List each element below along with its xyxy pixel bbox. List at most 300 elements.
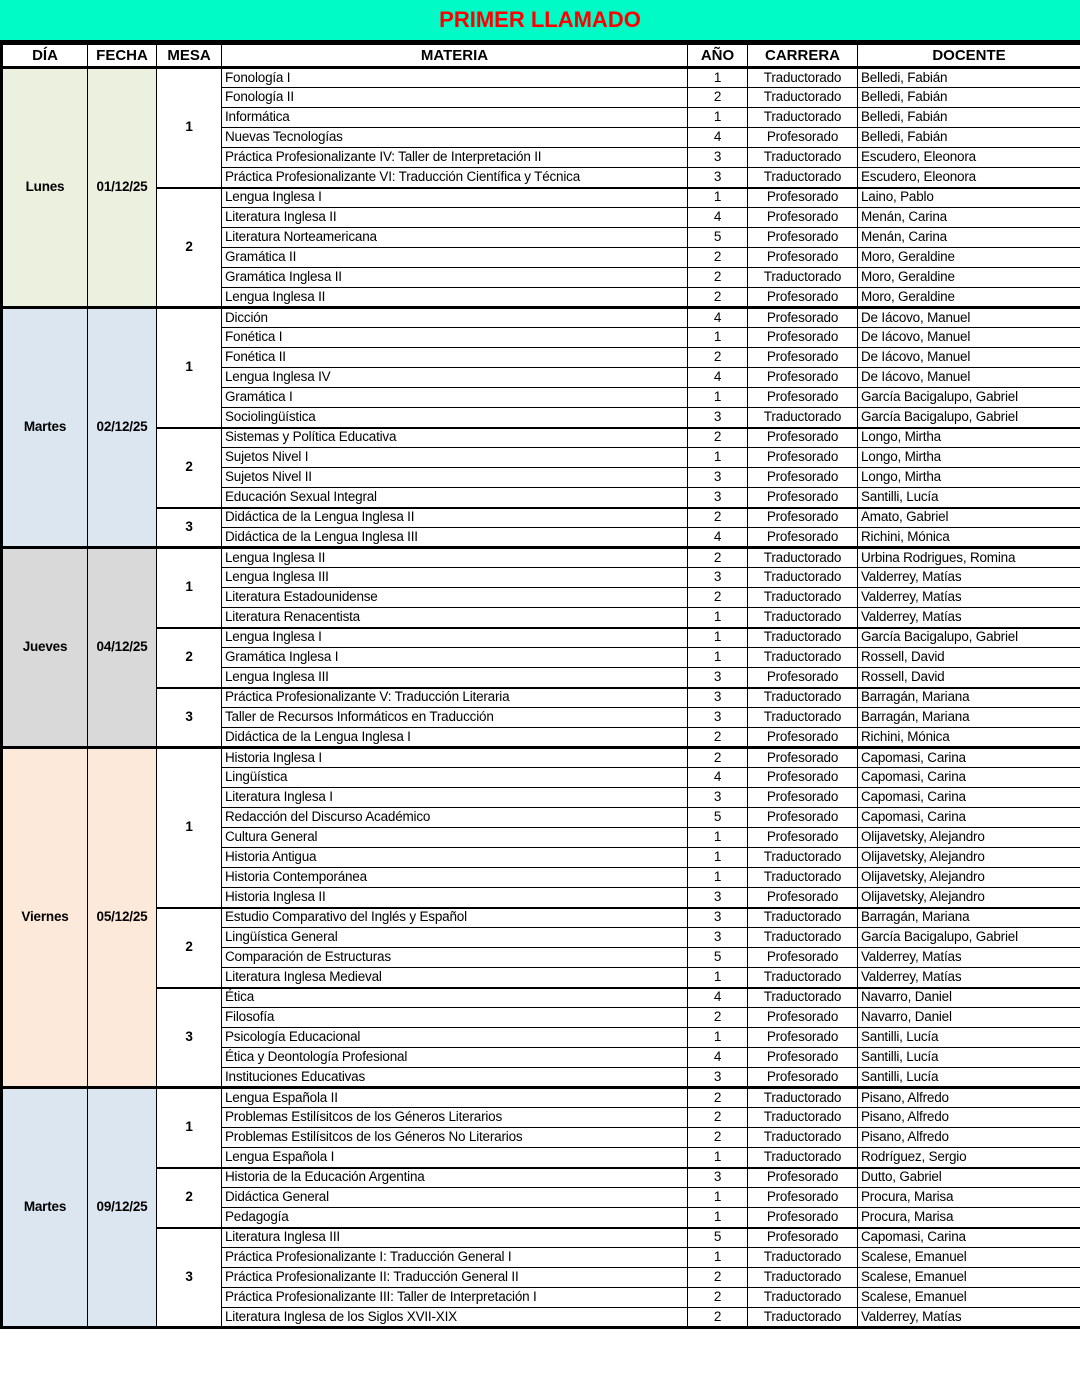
- table-row: [2, 688, 1080, 708]
- docente-cell: Scalese, Emanuel: [858, 1248, 1080, 1268]
- docente-cell: Belledi, Fabián: [858, 108, 1080, 128]
- year-cell: 2: [688, 348, 748, 368]
- materia-cell: Sistemas y Política Educativa: [222, 428, 688, 448]
- carrera-cell: Traductorado: [748, 1288, 858, 1308]
- table-row: [2, 748, 1080, 768]
- year-cell: 3: [688, 928, 748, 948]
- date-cell: 05/12/25: [88, 748, 157, 1088]
- docente-cell: Belledi, Fabián: [858, 128, 1080, 148]
- docente-cell: Procura, Marisa: [858, 1188, 1080, 1208]
- materia-cell: Práctica Profesionalizante III: Taller de Interpretación I: [222, 1288, 688, 1308]
- docente-cell: Longo, Mirtha: [858, 468, 1080, 488]
- materia-cell: Instituciones Educativas: [222, 1068, 688, 1088]
- year-cell: 4: [688, 768, 748, 788]
- date-cell: 09/12/25: [88, 1088, 157, 1328]
- table-row: [2, 988, 1080, 1008]
- docente-cell: Laino, Pablo: [858, 188, 1080, 208]
- schedule-body: [2, 68, 1080, 1328]
- docente-cell: García Bacigalupo, Gabriel: [858, 408, 1080, 428]
- materia-cell: Lingüística: [222, 768, 688, 788]
- year-cell: 2: [688, 1128, 748, 1148]
- carrera-cell: Traductorado: [748, 548, 858, 568]
- year-cell: 3: [688, 668, 748, 688]
- carrera-cell: Traductorado: [748, 968, 858, 988]
- year-cell: 4: [688, 1048, 748, 1068]
- carrera-cell: Traductorado: [748, 688, 858, 708]
- materia-cell: Lingüística General: [222, 928, 688, 948]
- carrera-cell: Profesorado: [748, 248, 858, 268]
- materia-cell: Problemas Estilísitcos de los Géneros No Literarios: [222, 1128, 688, 1148]
- carrera-cell: Profesorado: [748, 948, 858, 968]
- materia-cell: Gramática Inglesa II: [222, 268, 688, 288]
- docente-cell: Scalese, Emanuel: [858, 1268, 1080, 1288]
- year-cell: 4: [688, 308, 748, 328]
- year-cell: 1: [688, 68, 748, 88]
- year-cell: 1: [688, 848, 748, 868]
- day-cell: Martes: [2, 308, 88, 548]
- carrera-cell: Traductorado: [748, 868, 858, 888]
- materia-cell: Literatura Inglesa de los Siglos XVII-XIX: [222, 1308, 688, 1328]
- year-cell: 4: [688, 988, 748, 1008]
- docente-cell: Capomasi, Carina: [858, 788, 1080, 808]
- carrera-cell: Profesorado: [748, 748, 858, 768]
- docente-cell: Santilli, Lucía: [858, 1068, 1080, 1088]
- year-cell: 4: [688, 128, 748, 148]
- carrera-cell: Profesorado: [748, 768, 858, 788]
- carrera-cell: Traductorado: [748, 708, 858, 728]
- mesa-cell: 2: [157, 188, 222, 308]
- docente-cell: Dutto, Gabriel: [858, 1168, 1080, 1188]
- carrera-cell: Profesorado: [748, 1188, 858, 1208]
- materia-cell: Lengua Inglesa IV: [222, 368, 688, 388]
- materia-cell: Redacción del Discurso Académico: [222, 808, 688, 828]
- materia-cell: Filosofía: [222, 1008, 688, 1028]
- column-header-materia: MATERIA: [222, 44, 688, 68]
- materia-cell: Literatura Norteamericana: [222, 228, 688, 248]
- materia-cell: Lengua Española I: [222, 1148, 688, 1168]
- year-cell: 1: [688, 108, 748, 128]
- carrera-cell: Traductorado: [748, 908, 858, 928]
- carrera-cell: Profesorado: [748, 528, 858, 548]
- materia-cell: Práctica Profesionalizante IV: Taller de Interpretación II: [222, 148, 688, 168]
- carrera-cell: Profesorado: [748, 288, 858, 308]
- docente-cell: De Iácovo, Manuel: [858, 368, 1080, 388]
- materia-cell: Historia Inglesa II: [222, 888, 688, 908]
- table-row: [2, 1168, 1080, 1188]
- table-row: [2, 308, 1080, 328]
- carrera-cell: Traductorado: [748, 1148, 858, 1168]
- materia-cell: Práctica Profesionalizante VI: Traducción Científica y Técnica: [222, 168, 688, 188]
- docente-cell: Escudero, Eleonora: [858, 168, 1080, 188]
- year-cell: 4: [688, 528, 748, 548]
- carrera-cell: Profesorado: [748, 1048, 858, 1068]
- carrera-cell: Profesorado: [748, 448, 858, 468]
- materia-cell: Lengua Inglesa II: [222, 288, 688, 308]
- year-cell: 2: [688, 1288, 748, 1308]
- year-cell: 3: [688, 708, 748, 728]
- carrera-cell: Profesorado: [748, 1008, 858, 1028]
- carrera-cell: Profesorado: [748, 308, 858, 328]
- day-cell: Jueves: [2, 548, 88, 748]
- table-row: [2, 508, 1080, 528]
- materia-cell: Sujetos Nivel I: [222, 448, 688, 468]
- carrera-cell: Traductorado: [748, 1308, 858, 1328]
- materia-cell: Sujetos Nivel II: [222, 468, 688, 488]
- carrera-cell: Profesorado: [748, 1068, 858, 1088]
- year-cell: 3: [688, 908, 748, 928]
- table-row: [2, 428, 1080, 448]
- docente-cell: Pisano, Alfredo: [858, 1088, 1080, 1108]
- carrera-cell: Traductorado: [748, 848, 858, 868]
- year-cell: 3: [688, 488, 748, 508]
- docente-cell: Olijavetsky, Alejandro: [858, 868, 1080, 888]
- year-cell: 3: [688, 568, 748, 588]
- carrera-cell: Profesorado: [748, 188, 858, 208]
- docente-cell: Barragán, Mariana: [858, 708, 1080, 728]
- carrera-cell: Profesorado: [748, 1168, 858, 1188]
- year-cell: 1: [688, 448, 748, 468]
- materia-cell: Taller de Recursos Informáticos en Traducción: [222, 708, 688, 728]
- materia-cell: Pedagogía: [222, 1208, 688, 1228]
- docente-cell: Capomasi, Carina: [858, 768, 1080, 788]
- docente-cell: Santilli, Lucía: [858, 488, 1080, 508]
- docente-cell: Pisano, Alfredo: [858, 1108, 1080, 1128]
- table-row: [2, 1228, 1080, 1248]
- docente-cell: Navarro, Daniel: [858, 988, 1080, 1008]
- column-header-mesa: MESA: [157, 44, 222, 68]
- docente-cell: García Bacigalupo, Gabriel: [858, 928, 1080, 948]
- header-row: [2, 44, 1080, 68]
- carrera-cell: Profesorado: [748, 888, 858, 908]
- materia-cell: Ética: [222, 988, 688, 1008]
- materia-cell: Literatura Renacentista: [222, 608, 688, 628]
- docente-cell: De Iácovo, Manuel: [858, 328, 1080, 348]
- year-cell: 1: [688, 328, 748, 348]
- docente-cell: Longo, Mirtha: [858, 428, 1080, 448]
- column-header-fecha: FECHA: [88, 44, 157, 68]
- carrera-cell: Traductorado: [748, 68, 858, 88]
- materia-cell: Dicción: [222, 308, 688, 328]
- docente-cell: Valderrey, Matías: [858, 968, 1080, 988]
- materia-cell: Literatura Inglesa III: [222, 1228, 688, 1248]
- year-cell: 4: [688, 368, 748, 388]
- materia-cell: Lengua Española II: [222, 1088, 688, 1108]
- table-row: [2, 68, 1080, 88]
- year-cell: 3: [688, 148, 748, 168]
- carrera-cell: Traductorado: [748, 608, 858, 628]
- docente-cell: García Bacigalupo, Gabriel: [858, 388, 1080, 408]
- materia-cell: Lengua Inglesa III: [222, 668, 688, 688]
- materia-cell: Literatura Inglesa I: [222, 788, 688, 808]
- materia-cell: Lengua Inglesa I: [222, 188, 688, 208]
- materia-cell: Literatura Estadounidense: [222, 588, 688, 608]
- column-header-anio: AÑO: [688, 44, 748, 68]
- date-cell: 02/12/25: [88, 308, 157, 548]
- materia-cell: Literatura Inglesa II: [222, 208, 688, 228]
- carrera-cell: Profesorado: [748, 208, 858, 228]
- mesa-cell: 2: [157, 908, 222, 988]
- materia-cell: Estudio Comparativo del Inglés y Español: [222, 908, 688, 928]
- year-cell: 2: [688, 428, 748, 448]
- carrera-cell: Traductorado: [748, 928, 858, 948]
- mesa-cell: 1: [157, 548, 222, 628]
- materia-cell: Gramática I: [222, 388, 688, 408]
- docente-cell: Valderrey, Matías: [858, 948, 1080, 968]
- docente-cell: Longo, Mirtha: [858, 448, 1080, 468]
- materia-cell: Fonología II: [222, 88, 688, 108]
- year-cell: 3: [688, 1168, 748, 1188]
- docente-cell: Barragán, Mariana: [858, 908, 1080, 928]
- mesa-cell: 1: [157, 748, 222, 908]
- year-cell: 1: [688, 1188, 748, 1208]
- docente-cell: Capomasi, Carina: [858, 748, 1080, 768]
- docente-cell: Barragán, Mariana: [858, 688, 1080, 708]
- materia-cell: Didáctica General: [222, 1188, 688, 1208]
- docente-cell: Procura, Marisa: [858, 1208, 1080, 1228]
- year-cell: 1: [688, 188, 748, 208]
- materia-cell: Problemas Estilísitcos de los Géneros Literarios: [222, 1108, 688, 1128]
- year-cell: 2: [688, 1268, 748, 1288]
- year-cell: 1: [688, 1028, 748, 1048]
- table-row: [2, 188, 1080, 208]
- year-cell: 5: [688, 228, 748, 248]
- year-cell: 2: [688, 548, 748, 568]
- column-header-carrera: CARRERA: [748, 44, 858, 68]
- mesa-cell: 1: [157, 1088, 222, 1168]
- docente-cell: Capomasi, Carina: [858, 1228, 1080, 1248]
- docente-cell: De Iácovo, Manuel: [858, 348, 1080, 368]
- year-cell: 2: [688, 288, 748, 308]
- date-cell: 01/12/25: [88, 68, 157, 308]
- docente-cell: Navarro, Daniel: [858, 1008, 1080, 1028]
- year-cell: 2: [688, 748, 748, 768]
- docente-cell: Valderrey, Matías: [858, 588, 1080, 608]
- table-row: [2, 548, 1080, 568]
- carrera-cell: Traductorado: [748, 88, 858, 108]
- docente-cell: Menán, Carina: [858, 208, 1080, 228]
- carrera-cell: Traductorado: [748, 1108, 858, 1128]
- table-row: [2, 628, 1080, 648]
- materia-cell: Comparación de Estructuras: [222, 948, 688, 968]
- year-cell: 3: [688, 408, 748, 428]
- year-cell: 3: [688, 788, 748, 808]
- docente-cell: Capomasi, Carina: [858, 808, 1080, 828]
- year-cell: 2: [688, 1308, 748, 1328]
- year-cell: 5: [688, 948, 748, 968]
- carrera-cell: Profesorado: [748, 228, 858, 248]
- docente-cell: Santilli, Lucía: [858, 1048, 1080, 1068]
- docente-cell: Olijavetsky, Alejandro: [858, 888, 1080, 908]
- docente-cell: Olijavetsky, Alejandro: [858, 828, 1080, 848]
- docente-cell: Belledi, Fabián: [858, 88, 1080, 108]
- materia-cell: Literatura Inglesa Medieval: [222, 968, 688, 988]
- carrera-cell: Profesorado: [748, 328, 858, 348]
- materia-cell: Psicología Educacional: [222, 1028, 688, 1048]
- mesa-cell: 2: [157, 428, 222, 508]
- carrera-cell: Traductorado: [748, 408, 858, 428]
- day-cell: Viernes: [2, 748, 88, 1088]
- column-header-docente: DOCENTE: [858, 44, 1080, 68]
- docente-cell: Scalese, Emanuel: [858, 1288, 1080, 1308]
- materia-cell: Fonética II: [222, 348, 688, 368]
- carrera-cell: Profesorado: [748, 468, 858, 488]
- carrera-cell: Profesorado: [748, 1208, 858, 1228]
- day-cell: Lunes: [2, 68, 88, 308]
- carrera-cell: Traductorado: [748, 1248, 858, 1268]
- day-cell: Martes: [2, 1088, 88, 1328]
- year-cell: 1: [688, 1248, 748, 1268]
- carrera-cell: Traductorado: [748, 1088, 858, 1108]
- carrera-cell: Traductorado: [748, 268, 858, 288]
- carrera-cell: Traductorado: [748, 108, 858, 128]
- carrera-cell: Traductorado: [748, 148, 858, 168]
- materia-cell: Sociolingüística: [222, 408, 688, 428]
- page-title: PRIMER LLAMADO: [0, 0, 1080, 42]
- docente-cell: Santilli, Lucía: [858, 1028, 1080, 1048]
- carrera-cell: Profesorado: [748, 508, 858, 528]
- materia-cell: Ética y Deontología Profesional: [222, 1048, 688, 1068]
- docente-cell: Rossell, David: [858, 648, 1080, 668]
- materia-cell: Práctica Profesionalizante V: Traducción Literaria: [222, 688, 688, 708]
- docente-cell: De Iácovo, Manuel: [858, 308, 1080, 328]
- carrera-cell: Profesorado: [748, 788, 858, 808]
- year-cell: 2: [688, 88, 748, 108]
- year-cell: 3: [688, 1068, 748, 1088]
- year-cell: 1: [688, 608, 748, 628]
- year-cell: 2: [688, 508, 748, 528]
- mesa-cell: 3: [157, 1228, 222, 1328]
- table-row: [2, 908, 1080, 928]
- docente-cell: Urbina Rodrigues, Romina: [858, 548, 1080, 568]
- materia-cell: Práctica Profesionalizante II: Traducción General II: [222, 1268, 688, 1288]
- docente-cell: Olijavetsky, Alejandro: [858, 848, 1080, 868]
- carrera-cell: Profesorado: [748, 808, 858, 828]
- docente-cell: Valderrey, Matías: [858, 568, 1080, 588]
- materia-cell: Didáctica de la Lengua Inglesa III: [222, 528, 688, 548]
- docente-cell: Moro, Geraldine: [858, 248, 1080, 268]
- year-cell: 1: [688, 828, 748, 848]
- carrera-cell: Traductorado: [748, 628, 858, 648]
- docente-cell: Escudero, Eleonora: [858, 148, 1080, 168]
- year-cell: 5: [688, 1228, 748, 1248]
- year-cell: 2: [688, 1008, 748, 1028]
- year-cell: 1: [688, 648, 748, 668]
- materia-cell: Educación Sexual Integral: [222, 488, 688, 508]
- docente-cell: Amato, Gabriel: [858, 508, 1080, 528]
- carrera-cell: Profesorado: [748, 428, 858, 448]
- materia-cell: Práctica Profesionalizante I: Traducción General I: [222, 1248, 688, 1268]
- materia-cell: Cultura General: [222, 828, 688, 848]
- exam-schedule-table: [0, 42, 1080, 1329]
- column-header-dia: DÍA: [2, 44, 88, 68]
- docente-cell: Belledi, Fabián: [858, 68, 1080, 88]
- materia-cell: Didáctica de la Lengua Inglesa I: [222, 728, 688, 748]
- materia-cell: Informática: [222, 108, 688, 128]
- docente-cell: Valderrey, Matías: [858, 608, 1080, 628]
- year-cell: 1: [688, 628, 748, 648]
- mesa-cell: 1: [157, 308, 222, 428]
- carrera-cell: Traductorado: [748, 1268, 858, 1288]
- carrera-cell: Traductorado: [748, 988, 858, 1008]
- materia-cell: Gramática Inglesa I: [222, 648, 688, 668]
- docente-cell: Valderrey, Matías: [858, 1308, 1080, 1328]
- materia-cell: Historia Antigua: [222, 848, 688, 868]
- carrera-cell: Traductorado: [748, 568, 858, 588]
- materia-cell: Lengua Inglesa III: [222, 568, 688, 588]
- mesa-cell: 3: [157, 988, 222, 1088]
- carrera-cell: Profesorado: [748, 368, 858, 388]
- table-row: [2, 1088, 1080, 1108]
- materia-cell: Didáctica de la Lengua Inglesa II: [222, 508, 688, 528]
- docente-cell: Rossell, David: [858, 668, 1080, 688]
- materia-cell: Lengua Inglesa II: [222, 548, 688, 568]
- materia-cell: Historia de la Educación Argentina: [222, 1168, 688, 1188]
- year-cell: 3: [688, 168, 748, 188]
- materia-cell: Fonética I: [222, 328, 688, 348]
- carrera-cell: Profesorado: [748, 668, 858, 688]
- carrera-cell: Traductorado: [748, 588, 858, 608]
- mesa-cell: 3: [157, 688, 222, 748]
- carrera-cell: Profesorado: [748, 1028, 858, 1048]
- docente-cell: Richini, Mónica: [858, 728, 1080, 748]
- year-cell: 2: [688, 248, 748, 268]
- carrera-cell: Profesorado: [748, 488, 858, 508]
- year-cell: 3: [688, 888, 748, 908]
- year-cell: 1: [688, 388, 748, 408]
- carrera-cell: Profesorado: [748, 128, 858, 148]
- carrera-cell: Traductorado: [748, 1128, 858, 1148]
- year-cell: 2: [688, 728, 748, 748]
- materia-cell: Nuevas Tecnologías: [222, 128, 688, 148]
- mesa-cell: 1: [157, 68, 222, 188]
- year-cell: 2: [688, 1108, 748, 1128]
- year-cell: 5: [688, 808, 748, 828]
- carrera-cell: Profesorado: [748, 388, 858, 408]
- docente-cell: Rodríguez, Sergio: [858, 1148, 1080, 1168]
- materia-cell: Fonología I: [222, 68, 688, 88]
- year-cell: 1: [688, 1148, 748, 1168]
- year-cell: 3: [688, 688, 748, 708]
- docente-cell: Menán, Carina: [858, 228, 1080, 248]
- year-cell: 2: [688, 1088, 748, 1108]
- docente-cell: Pisano, Alfredo: [858, 1128, 1080, 1148]
- materia-cell: Gramática II: [222, 248, 688, 268]
- docente-cell: Moro, Geraldine: [858, 268, 1080, 288]
- mesa-cell: 2: [157, 1168, 222, 1228]
- year-cell: 1: [688, 1208, 748, 1228]
- year-cell: 2: [688, 268, 748, 288]
- year-cell: 1: [688, 968, 748, 988]
- year-cell: 4: [688, 208, 748, 228]
- mesa-cell: 2: [157, 628, 222, 688]
- docente-cell: Richini, Mónica: [858, 528, 1080, 548]
- year-cell: 3: [688, 468, 748, 488]
- carrera-cell: Profesorado: [748, 348, 858, 368]
- mesa-cell: 3: [157, 508, 222, 548]
- docente-cell: Moro, Geraldine: [858, 288, 1080, 308]
- carrera-cell: Traductorado: [748, 648, 858, 668]
- materia-cell: Lengua Inglesa I: [222, 628, 688, 648]
- carrera-cell: Profesorado: [748, 1228, 858, 1248]
- date-cell: 04/12/25: [88, 548, 157, 748]
- year-cell: 2: [688, 588, 748, 608]
- materia-cell: Historia Contemporánea: [222, 868, 688, 888]
- docente-cell: García Bacigalupo, Gabriel: [858, 628, 1080, 648]
- materia-cell: Historia Inglesa I: [222, 748, 688, 768]
- carrera-cell: Profesorado: [748, 728, 858, 748]
- carrera-cell: Traductorado: [748, 168, 858, 188]
- carrera-cell: Profesorado: [748, 828, 858, 848]
